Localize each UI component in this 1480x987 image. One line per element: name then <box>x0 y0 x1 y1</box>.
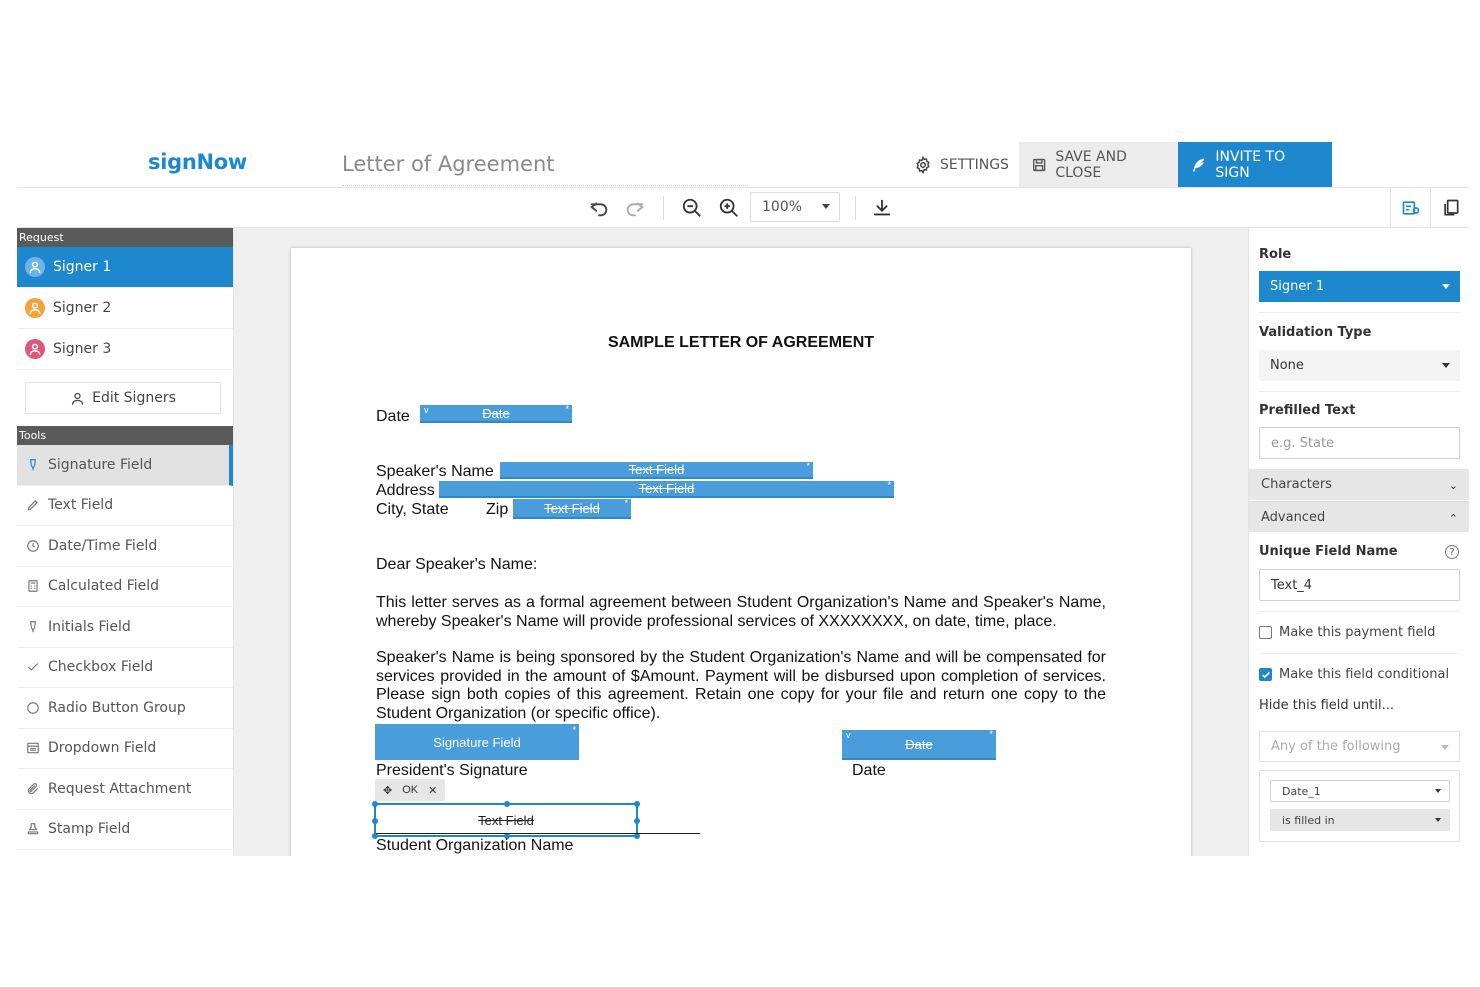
invite-label: INVITE TO SIGN <box>1215 148 1286 181</box>
left-sidebar <box>17 228 234 856</box>
user-avatar-icon <box>25 298 45 318</box>
characters-label: Characters <box>1261 477 1332 492</box>
tool-label: Calculated Field <box>48 578 160 595</box>
chevron-down-icon <box>1435 789 1441 793</box>
toolbar-divider <box>663 196 664 220</box>
field-actions-toolbar <box>375 779 445 801</box>
document-toolbar <box>17 188 1469 228</box>
signer-item-2[interactable] <box>17 288 233 329</box>
zoom-in-icon <box>718 197 740 219</box>
resize-handle[interactable] <box>634 801 640 807</box>
tool-label: Checkbox Field <box>48 659 154 676</box>
field-label: Signature Field <box>433 734 521 750</box>
document-page[interactable] <box>291 248 1191 856</box>
chevron-down-icon <box>1441 745 1449 750</box>
tool-label: Text Field <box>48 497 114 514</box>
radio-icon <box>26 701 40 715</box>
unique-field-name-input[interactable] <box>1259 569 1460 601</box>
selected-text-field[interactable] <box>374 803 638 837</box>
chevron-down-icon <box>1442 284 1450 289</box>
divider <box>1259 611 1460 612</box>
field-mark: v <box>846 730 851 740</box>
speaker-name-label: Speaker's Name <box>376 463 494 480</box>
stamp-icon <box>26 822 40 836</box>
field-properties-toggle[interactable] <box>1390 188 1430 228</box>
role-value: Signer 1 <box>1270 279 1325 294</box>
field-settings-icon <box>1401 198 1421 218</box>
feather-icon <box>1190 156 1207 174</box>
invite-to-sign-button[interactable] <box>1178 142 1332 187</box>
field-label: Date <box>482 405 510 421</box>
tool-label: Date/Time Field <box>48 537 158 554</box>
tool-label: Signature Field <box>48 456 153 473</box>
divider <box>1259 391 1460 392</box>
edit-signers-button[interactable] <box>25 382 221 414</box>
paragraph-2: Speaker's Name is being sponsored by the Student Organization's Name and will be compensated for services provided in the amount of $Amount. Payment will be disbursed upon completion of services. Please sign both copies of this agreement. Retain one copy for your file and return one copy to the Student Organization (or specific office). <box>376 649 1106 722</box>
city-state-label: City, State <box>376 501 449 518</box>
required-marker: * <box>887 480 891 490</box>
field-label: Text Field <box>544 500 600 516</box>
zoom-select[interactable] <box>750 192 840 222</box>
tool-label: Request Attachment <box>48 780 192 797</box>
document-canvas <box>234 228 1248 856</box>
redo-button[interactable] <box>623 196 647 220</box>
checkbox-box[interactable] <box>1259 668 1272 681</box>
required-marker: * <box>565 404 569 414</box>
validation-value: None <box>1270 358 1304 373</box>
settings-button[interactable] <box>902 142 1021 187</box>
signature-field[interactable] <box>375 724 579 760</box>
signature-line <box>376 833 700 834</box>
dropdown-icon <box>26 741 40 755</box>
validation-type-label: Validation Type <box>1259 325 1372 340</box>
checkmark-icon <box>1261 670 1271 680</box>
role-select[interactable] <box>1259 271 1460 302</box>
prefilled-text-input[interactable] <box>1259 427 1460 459</box>
advanced-section-toggle[interactable] <box>1249 501 1469 532</box>
resize-handle[interactable] <box>372 818 378 824</box>
tool-text-field[interactable] <box>17 486 233 527</box>
signer-label: Signer 2 <box>53 300 112 316</box>
required-marker: * <box>624 498 628 508</box>
characters-section-toggle[interactable] <box>1249 469 1469 500</box>
role-label: Role <box>1259 247 1292 262</box>
tool-radio-button-group[interactable] <box>17 688 233 729</box>
resize-handle[interactable] <box>372 801 378 807</box>
pen-icon <box>26 458 40 472</box>
paperclip-icon <box>26 782 40 796</box>
floppy-icon <box>1031 156 1047 174</box>
field-label: Text Field <box>638 481 695 496</box>
pencil-icon <box>26 498 40 512</box>
tool-label: Initials Field <box>48 618 131 635</box>
president-signature-label: President's Signature <box>376 762 528 779</box>
chevron-down-icon <box>1435 818 1441 822</box>
zip-text-field[interactable] <box>513 499 631 519</box>
field-label: Text Field <box>478 812 534 828</box>
user-avatar-icon <box>25 257 45 277</box>
close-icon[interactable]: ✕ <box>428 784 438 797</box>
condition-operator-select[interactable] <box>1270 809 1450 831</box>
payment-label: Make this payment field <box>1279 625 1436 640</box>
signer-item-1[interactable] <box>17 247 233 288</box>
signer-label: Signer 1 <box>53 259 112 275</box>
address-text-field[interactable] <box>439 481 894 498</box>
redo-icon <box>624 197 646 219</box>
gear-icon <box>914 156 932 174</box>
field-label: Text Field <box>628 462 685 477</box>
zoom-out-icon <box>681 197 703 219</box>
required-marker: * <box>989 729 993 739</box>
tool-label: Dropdown Field <box>48 740 157 757</box>
tool-label: Radio Button Group <box>48 699 186 716</box>
ok-button[interactable]: OK <box>402 784 419 796</box>
tool-calculated-field[interactable] <box>17 567 233 608</box>
signer-label: Signer 3 <box>53 341 112 357</box>
condition-rule-box <box>1259 770 1460 842</box>
tool-date-time-field[interactable] <box>17 526 233 567</box>
required-marker: * <box>806 461 810 471</box>
unique-field-name-value: Text_4 <box>1271 577 1313 593</box>
move-icon[interactable]: ✥ <box>383 784 393 797</box>
divider <box>1259 653 1460 654</box>
date-field[interactable] <box>420 405 572 423</box>
divider <box>1259 312 1460 313</box>
unique-field-name-label: Unique Field Name <box>1259 544 1398 559</box>
top-bar <box>17 140 1469 188</box>
resize-handle[interactable] <box>504 801 510 807</box>
advanced-label: Advanced <box>1261 509 1326 525</box>
address-label: Address <box>376 482 435 499</box>
condition-field-value: Date_1 <box>1282 784 1321 798</box>
hide-until-text: Hide this field until... <box>1259 698 1395 713</box>
condition-match-select[interactable] <box>1259 731 1460 762</box>
chevron-up-icon: ⌃ <box>1448 512 1458 525</box>
tool-stamp-field[interactable] <box>17 810 233 851</box>
zoom-value: 100% <box>762 199 803 215</box>
resize-handle[interactable] <box>634 818 640 824</box>
edit-signers-label: Edit Signers <box>92 390 176 406</box>
save-and-close-button[interactable] <box>1019 142 1178 187</box>
user-avatar-icon <box>25 339 45 359</box>
field-mark: v <box>424 405 429 415</box>
tool-request-attachment[interactable] <box>17 769 233 810</box>
tool-label: Stamp Field <box>48 821 131 838</box>
help-icon[interactable]: ? <box>1445 545 1459 559</box>
signnow-logo[interactable]: signNow <box>148 150 247 174</box>
app-window <box>17 140 1469 856</box>
chevron-down-icon: ⌄ <box>1448 479 1458 492</box>
date-label-2: Date <box>852 762 886 779</box>
condition-operator-value: is filled in <box>1282 813 1335 827</box>
date-field-2[interactable] <box>842 730 996 760</box>
tool-dropdown-field[interactable] <box>17 729 233 770</box>
student-org-name-label: Student Organization Name <box>376 837 574 854</box>
pen-nib-icon <box>26 620 40 634</box>
calculator-icon <box>26 579 40 593</box>
prefilled-placeholder: e.g. State <box>1271 435 1335 451</box>
save-label: SAVE AND CLOSE <box>1055 148 1127 181</box>
salutation: Dear Speaker's Name: <box>376 556 538 573</box>
paragraph-1: This letter serves as a formal agreement between Student Organization's Name and Speaker's Name, whereby Speaker's Name will provide professional services of XXXXXXXX, on date, time, place. <box>376 594 1106 630</box>
settings-label: SETTINGS <box>940 156 1009 173</box>
speaker-name-text-field[interactable] <box>500 462 813 479</box>
field-label: Date <box>905 736 933 752</box>
chevron-down-icon <box>1442 363 1450 368</box>
date-label: Date <box>376 408 410 425</box>
payment-field-checkbox[interactable] <box>1259 625 1435 640</box>
signer-item-3[interactable] <box>17 329 233 370</box>
condition-match-value: Any of the following <box>1271 739 1401 754</box>
chevron-down-icon <box>822 204 830 209</box>
zoom-out-button[interactable] <box>680 196 704 220</box>
tool-initials-field[interactable] <box>17 607 233 648</box>
clock-icon <box>26 539 40 553</box>
check-icon <box>26 660 40 674</box>
checkbox-box[interactable] <box>1259 626 1272 639</box>
document-heading: SAMPLE LETTER OF AGREEMENT <box>607 334 875 351</box>
field-properties-panel <box>1248 228 1469 856</box>
validation-type-select[interactable] <box>1259 350 1460 381</box>
tool-signature-field[interactable] <box>17 445 233 486</box>
condition-field-select[interactable] <box>1270 780 1450 802</box>
conditional-label: Make this field conditional <box>1279 667 1450 682</box>
conditional-field-checkbox[interactable] <box>1259 667 1449 682</box>
user-icon <box>70 391 85 406</box>
required-marker: * <box>572 725 576 735</box>
undo-icon <box>588 197 610 219</box>
download-icon <box>871 197 893 219</box>
document-title[interactable]: Letter of Agreement <box>342 152 748 186</box>
download-button[interactable] <box>870 196 894 220</box>
prefilled-text-label: Prefilled Text <box>1259 403 1356 418</box>
undo-button[interactable] <box>587 196 611 220</box>
tool-checkbox-field[interactable] <box>17 648 233 689</box>
pages-toggle[interactable] <box>1430 188 1469 228</box>
zip-label: Zip <box>486 501 509 518</box>
toolbar-divider <box>855 196 856 220</box>
pages-icon <box>1441 198 1461 218</box>
zoom-in-button[interactable] <box>717 196 741 220</box>
tools-heading: Tools <box>17 426 233 445</box>
request-heading: Request <box>17 228 233 247</box>
